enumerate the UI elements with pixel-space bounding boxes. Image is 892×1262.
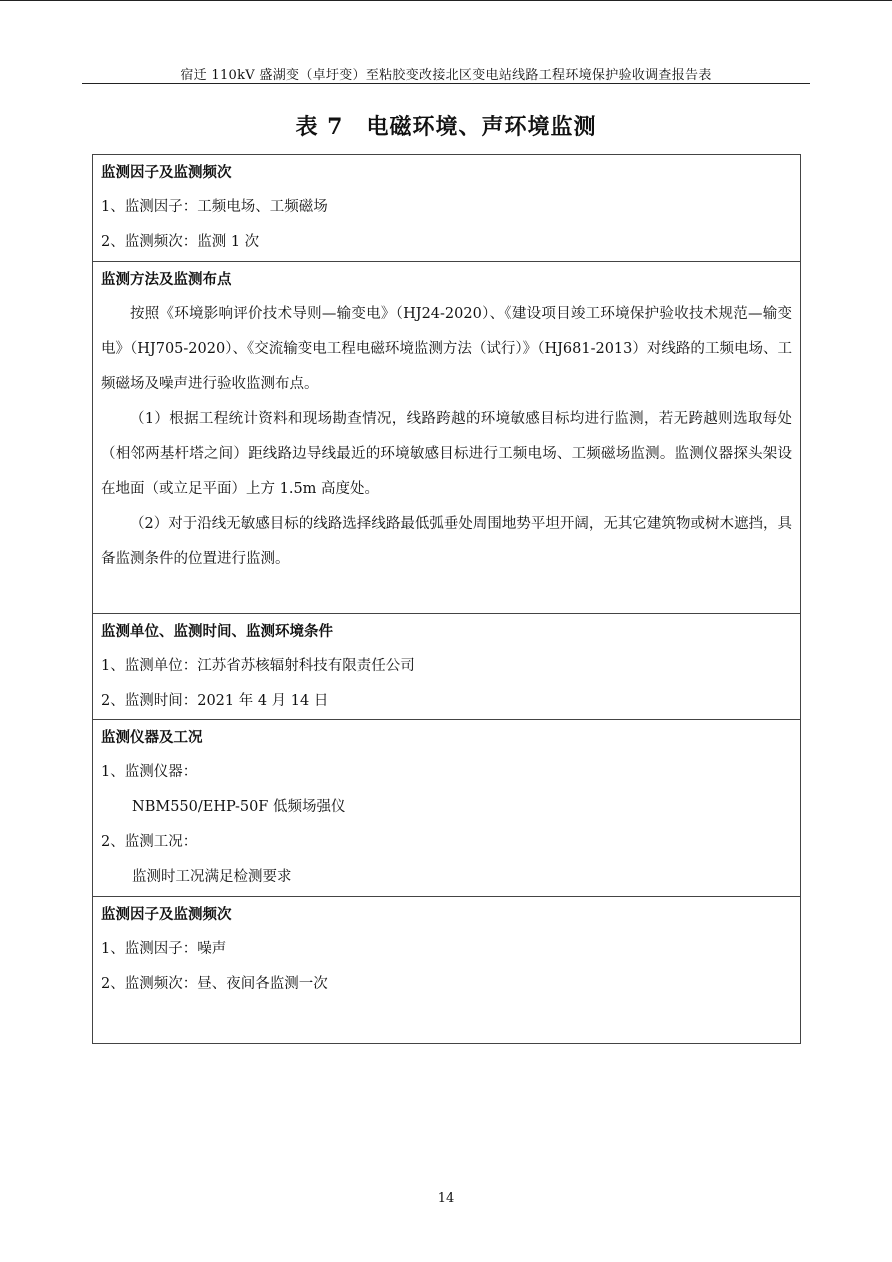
list-item: 1、监测单位：江苏省苏核辐射科技有限责任公司: [101, 658, 415, 674]
section-heading: 监测单位、监测时间、监测环境条件: [101, 623, 333, 640]
list-item: 2、监测工况：: [101, 834, 198, 850]
list-item: 2、监测时间：2021 年 4 月 14 日: [101, 693, 329, 709]
section-monitoring-method: [93, 261, 800, 613]
list-item: 1、监测仪器：: [101, 764, 198, 780]
section-noise-factors: [93, 896, 800, 1043]
section-heading: 监测方法及监测布点: [101, 271, 232, 288]
section-instrument-conditions: [93, 719, 800, 896]
instrument-model: NBM550/EHP-50F 低频场强仪: [132, 799, 346, 815]
working-condition: 监测时工况满足检测要求: [132, 869, 292, 885]
section-heading: 监测因子及监测频次: [101, 906, 232, 923]
header-rule: [82, 83, 810, 84]
paragraph: 按照《环境影响评价技术导则—输变电》（HJ24-2020）、《建设项目竣工环境保护验收技术规范—输变电》（HJ705-2020）、《交流输变电工程电磁环境监测方法（试行）》（HJ681-2013）对线路的工频电场、工频磁场及噪声进行验收监测布点。: [101, 306, 792, 392]
monitoring-table: [92, 154, 801, 1044]
section-heading: 监测仪器及工况: [101, 729, 203, 746]
page-title: 表 7 电磁环境、声环境监测: [295, 114, 597, 140]
section-heading: 监测因子及监测频次: [101, 164, 232, 181]
top-border-line: [0, 0, 892, 1]
list-item: 2、监测频次：监测 1 次: [101, 234, 260, 250]
list-item: 1、监测因子：噪声: [101, 941, 227, 957]
section-unit-time-conditions: [93, 613, 800, 719]
paragraph: （1）根据工程统计资料和现场勘查情况，线路跨越的环境敏感目标均进行监测，若无跨越则选取每处（相邻两基杆塔之间）距线路边导线最近的环境敏感目标进行工频电场、工频磁场监测。监测仪器探头架设在地面（或立足平面）上方 1.5m 高度处。: [101, 411, 792, 497]
page-number: 14: [437, 1191, 455, 1206]
paragraph: （2）对于沿线无敏感目标的线路选择线路最低弧垂处周围地势平坦开阔，无其它建筑物或树木遮挡，具备监测条件的位置进行监测。: [101, 516, 792, 567]
running-header: 宿迁 110kV 盛湖变（卓圩变）至粘胶变改接北区变电站线路工程环境保护验收调查报告表: [180, 68, 712, 83]
section-em-factors: [93, 155, 800, 261]
list-item: 2、监测频次：昼、夜间各监测一次: [101, 976, 328, 992]
list-item: 1、监测因子：工频电场、工频磁场: [101, 199, 328, 215]
